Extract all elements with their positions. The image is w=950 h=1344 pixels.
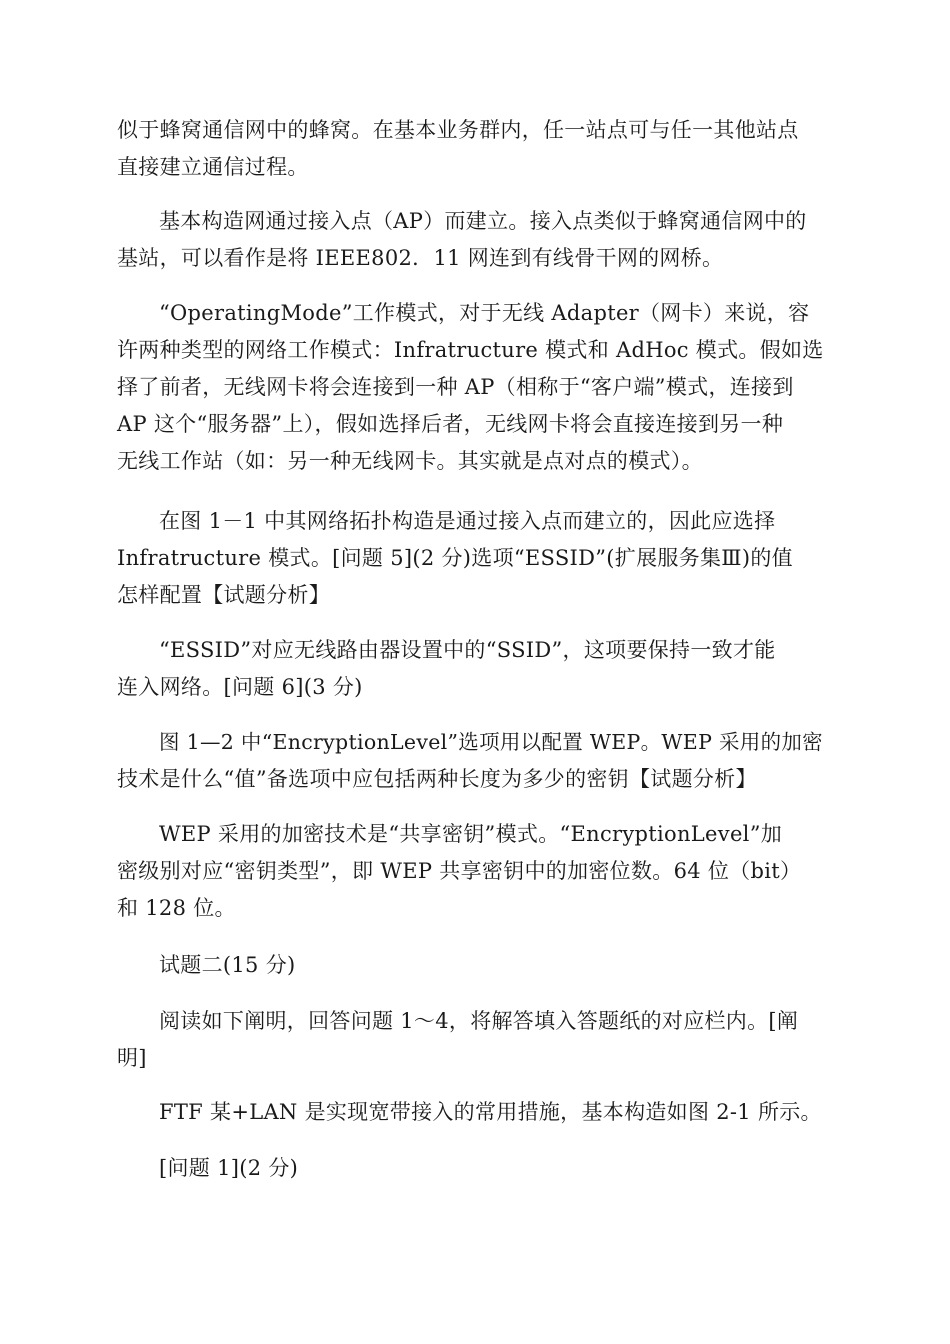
text-line: Infratructure 模式。[问题 5](2 分)选项“ESSID”(扩展服务集Ⅲ)的值 xyxy=(117,546,793,570)
text-line: WEP 采用的加密技术是“共享密钥”模式。“EncryptionLevel”加 xyxy=(159,822,783,846)
paragraph-ftth-lan xyxy=(117,1094,837,1131)
paragraph-instructions xyxy=(117,1003,837,1077)
text-line: 连入网络。[问题 6](3 分) xyxy=(117,675,363,699)
text-line: AP 这个“服务器”上），假如选择后者，无线网卡将会直接连接到另一种 xyxy=(117,412,784,436)
text-line: “ESSID”对应无线路由器设置中的“SSID”，这项要保持一致才能 xyxy=(159,638,776,662)
text-line: FTF 某+LAN 是实现宽带接入的常用措施，基本构造如图 2-1 所示。 xyxy=(159,1100,822,1124)
text-line: 密级别对应“密钥类型”，即 WEP 共享密钥中的加密位数。64 位（bit） xyxy=(117,859,802,883)
text-line: 图 1—2 中“EncryptionLevel”选项用以配置 WEP。WEP 采用的加密 xyxy=(159,730,823,754)
paragraph-essid-question-6 xyxy=(117,632,837,706)
text-line: 和 128 位。 xyxy=(117,896,236,920)
text-line: 直接建立通信过程。 xyxy=(117,155,309,179)
heading-question-1 xyxy=(117,1150,837,1187)
text-line: 在图 1－1 中其网络拓扑构造是通过接入点而建立的，因此应选择 xyxy=(159,509,776,533)
text-line: 明] xyxy=(117,1046,147,1070)
paragraph-wep-answer xyxy=(117,816,837,927)
text-line: 无线工作站（如：另一种无线网卡。其实就是点对点的模式）。 xyxy=(117,449,703,473)
paragraph-topology-question-5 xyxy=(117,503,837,614)
paragraph-operating-mode xyxy=(117,295,837,480)
text-line: 阅读如下阐明，回答问题 1～4，将解答填入答题纸的对应栏内。[阐 xyxy=(159,1009,799,1033)
text-line: 择了前者，无线网卡将会连接到一种 AP（相称于“客户端”模式，连接到 xyxy=(117,375,794,399)
text-line: 基本构造网通过接入点（AP）而建立。接入点类似于蜂窝通信网中的 xyxy=(159,209,807,233)
text-line: 技术是什么“值”备选项中应包括两种长度为多少的密钥【试题分析】 xyxy=(117,767,757,791)
paragraph-encryption-level xyxy=(117,724,837,798)
text-line: “OperatingMode”工作模式，对于无线 Adapter（网卡）来说，容 xyxy=(159,301,810,325)
text-line: 试题二(15 分) xyxy=(159,953,296,977)
paragraph-infrastructure-ap xyxy=(117,203,837,277)
heading-question-two xyxy=(117,947,837,984)
text-line: [问题 1](2 分) xyxy=(159,1156,299,1180)
paragraph-bss-continuation xyxy=(117,112,837,186)
text-line: 许两种类型的网络工作模式：Infratructure 模式和 AdHoc 模式。假如选 xyxy=(117,338,824,362)
text-line: 怎样配置【试题分析】 xyxy=(117,583,330,607)
text-line: 似于蜂窝通信网中的蜂窝。在基本业务群内，任一站点可与任一其他站点 xyxy=(117,118,799,142)
text-line: 基站，可以看作是将 IEEE802．11 网连到有线骨干网的网桥。 xyxy=(117,246,724,270)
